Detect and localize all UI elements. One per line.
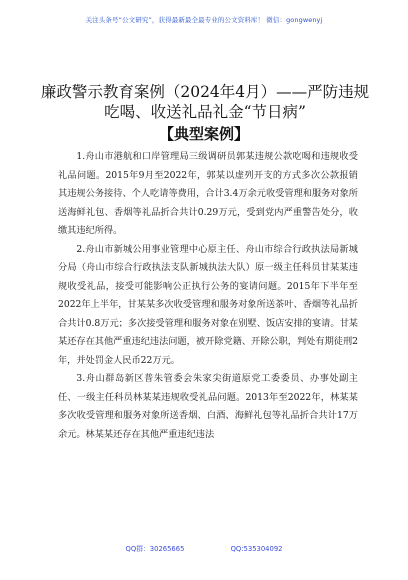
footer-qq-group: QQ群：30265665: [125, 545, 185, 553]
case-paragraph-3: 3.舟山群岛新区普朱管委会朱家尖街道原党工委委员、办事处副主任、一级主任科员林某某违规收受礼品问题。2013年至2022年，林某某多次收受管理和服务对象所送香烟、白酒、海鲜礼包等礼品折合共计17万余元。林某某还存在其他严重违纪违法: [58, 373, 358, 440]
header-banner: 关注头条号“公文研究”，获得最新最全最专业的公文资料库！ 微信：gongwenyj: [85, 16, 323, 24]
case-paragraph-2: 2.舟山市新城公用事业管理中心原主任、舟山市综合行政执法局新城分局（舟山市综合行政执法支队新城执法大队）原一级主任科员甘某某违规收受礼品，接受可能影响公正执行公务的宴请问题。2015年下半年至2022年上半年，甘某某多次收受管理和服务对象所送茶叶、香烟等礼品折合共计0.8万元；多次接受管理和服务对象在别墅、饭店安排的宴请。甘某某还存在其他严重违纪违法问题，被开除党籍、开除公职，判处有期徒刑2年，并处罚金人民币22万元。: [58, 243, 358, 366]
footer-contact: [0, 543, 408, 553]
document-body: [58, 148, 358, 444]
document-title: 廉政警示教育案例（2024年4月）——严防违规吃喝、收送礼品礼金“节日病”: [40, 83, 370, 121]
case-paragraph-1: 1.舟山市港航和口岸管理局三级调研员郭某违规公款吃喝和违规收受礼品问题。2015年9月至2022年，郭某以虚列开支的方式多次公款报销其违规公务接待、个人吃请等费用，合计3.4万余元收受管理和服务对象所送海鲜礼包、香烟等礼品折合共计0.29万元，受到党内严重警告处分，收缴其违纪所得。: [58, 151, 358, 236]
section-heading: 【典型案例】: [158, 125, 249, 143]
footer-qq: QQ:535304092: [230, 545, 283, 553]
